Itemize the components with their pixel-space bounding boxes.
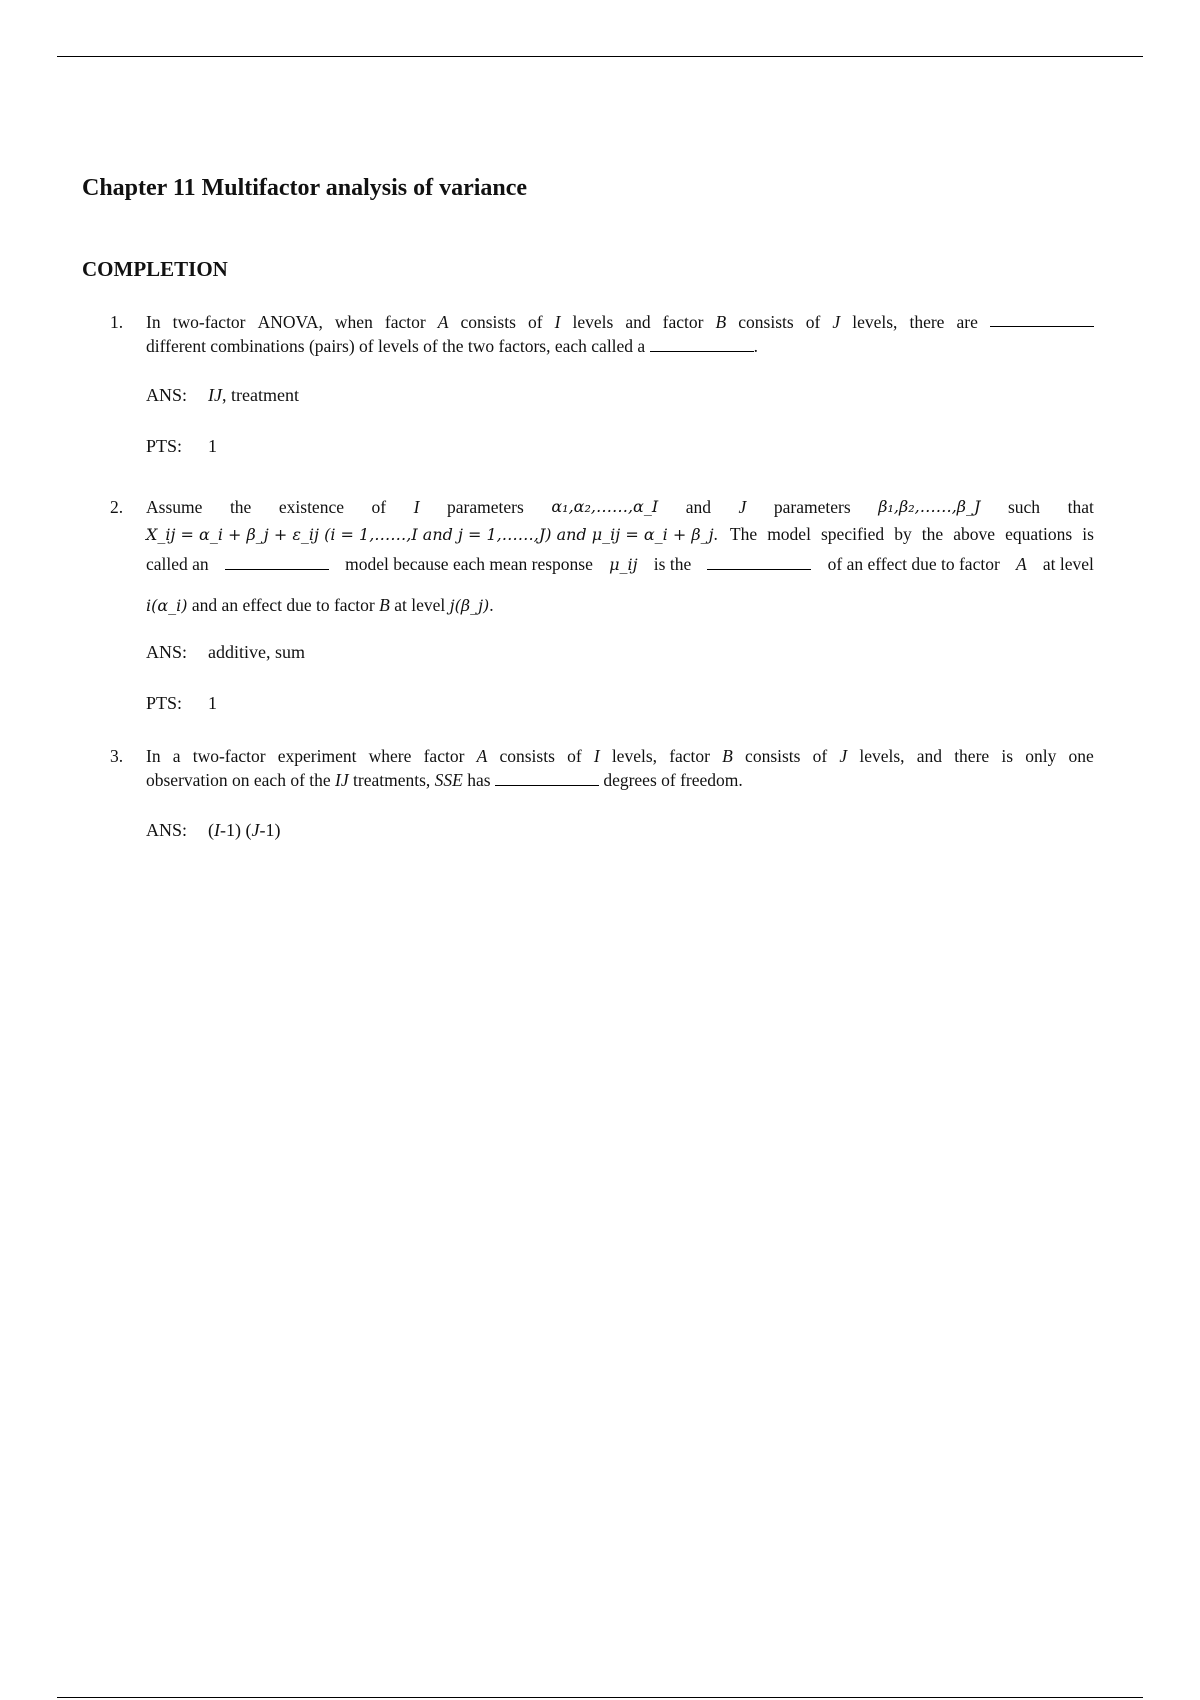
word: equations (1005, 524, 1073, 544)
points-value: 1 (208, 693, 217, 713)
word: levels (572, 312, 614, 332)
level-j-formula: j(β_j) (449, 596, 490, 615)
word: experiment (277, 746, 357, 766)
answer-text: ( (208, 820, 214, 840)
text: IJ (335, 770, 349, 790)
question-2-line-4 (146, 593, 494, 618)
question-2-line-2 (146, 522, 1094, 547)
ans-label: ANS: (146, 385, 188, 405)
word: parameters (447, 497, 524, 517)
text: model because each mean response (345, 554, 593, 574)
word: is (1001, 746, 1014, 766)
word: In (146, 312, 161, 332)
word: parameters (773, 497, 851, 517)
text: degrees of freedom. (603, 770, 743, 790)
word: a (172, 746, 181, 766)
mean-response-formula: μ_ij (609, 555, 638, 574)
chapter-title: Chapter 11 Multifactor analysis of variance (82, 175, 528, 201)
word: that (1067, 497, 1094, 517)
question-2-answer (146, 640, 305, 664)
question-1-line-1 (146, 310, 1094, 334)
answer-blank-3 (225, 553, 329, 570)
text: is the (653, 554, 692, 574)
word: ANOVA, (257, 312, 323, 332)
ans-label: ANS: (146, 820, 188, 840)
beta-parameters-formula: β₁,β₂,……,β_J (878, 497, 981, 516)
word: of (805, 312, 821, 332)
word: specified (821, 524, 885, 544)
answer-blank-4 (707, 553, 811, 570)
word: consists (460, 312, 516, 332)
word: and (916, 746, 943, 766)
word: and (685, 497, 711, 517)
text: called an (146, 554, 209, 574)
word: two-factor (192, 746, 266, 766)
question-2-line-1 (146, 495, 1094, 519)
text: at level (1042, 554, 1094, 574)
text: B (379, 595, 390, 615)
word: consists (738, 312, 794, 332)
word: levels, (611, 746, 658, 766)
question-1-answer (146, 383, 299, 407)
text: of an effect due to factor (827, 554, 1000, 574)
text: has (467, 770, 491, 790)
word: one (1068, 746, 1094, 766)
word: of (527, 312, 543, 332)
answer-text: I (214, 820, 220, 840)
question-3-answer (146, 818, 280, 842)
pts-label: PTS: (146, 693, 183, 713)
level-i-formula: i(α_i) (146, 596, 188, 615)
word: consists (745, 746, 801, 766)
text: A (1015, 554, 1027, 574)
answer-blank-1 (990, 310, 1094, 327)
word: factor (423, 746, 465, 766)
answer-text: IJ (208, 385, 222, 405)
text: treatments, (353, 770, 431, 790)
text: observation on each of the (146, 770, 331, 790)
text: . (489, 595, 494, 615)
model-equation-formula: X_ij = α_i + β_j + ε_ij (i = 1,……,I and j = 1,……,J) and μ_ij = α_i + β_j (146, 525, 714, 544)
word: B (722, 746, 733, 766)
word: where (368, 746, 412, 766)
answer-text: J (251, 820, 260, 840)
question-1-points (146, 434, 217, 458)
word: there (954, 746, 990, 766)
alpha-parameters-formula: α₁,α₂,……,α_I (551, 497, 659, 516)
word: the (921, 524, 944, 544)
word: factor (662, 312, 704, 332)
word: I (413, 497, 420, 517)
word: In (146, 746, 161, 766)
text: . (753, 336, 758, 356)
text: at level (394, 595, 446, 615)
word: when (334, 312, 373, 332)
answer-blank-5 (495, 769, 599, 786)
footer-rule (57, 1697, 1143, 1698)
word: J (832, 312, 841, 332)
text: and an effect due to factor (191, 595, 375, 615)
word: of (812, 746, 828, 766)
word: of (567, 746, 582, 766)
word: such (1007, 497, 1041, 517)
word: A (437, 312, 449, 332)
answer-text: -1) ( (220, 820, 252, 840)
word: and (625, 312, 651, 332)
question-1-number: 1. (110, 312, 124, 332)
text: . (713, 524, 718, 544)
word: factor (384, 312, 426, 332)
question-3-line-1 (146, 744, 1094, 768)
word: Assume (146, 497, 203, 517)
word: I (593, 746, 600, 766)
word: consists (499, 746, 555, 766)
word: there (909, 312, 945, 332)
pts-label: PTS: (146, 436, 183, 456)
header-rule (57, 56, 1143, 57)
word: existence (278, 497, 344, 517)
points-value: 1 (208, 436, 217, 456)
question-2-line-2-words (730, 522, 1094, 546)
text: SSE (434, 770, 463, 790)
answer-blank-2 (650, 335, 754, 352)
word: above (953, 524, 996, 544)
answer-text: , treatment (221, 385, 299, 405)
section-title: COMPLETION (82, 257, 228, 281)
word: J (738, 497, 747, 517)
word: The (729, 524, 758, 544)
word: factor (669, 746, 710, 766)
word: are (956, 312, 978, 332)
question-3-line-2 (146, 768, 743, 792)
word: levels, (859, 746, 905, 766)
question-1-line-2 (146, 334, 758, 358)
answer-text: -1) (259, 820, 281, 840)
word: by (894, 524, 912, 544)
word: levels, (852, 312, 898, 332)
word: is (1082, 524, 1094, 544)
text: different combinations (pairs) of levels of the two factors, each called a (146, 336, 646, 356)
word: J (839, 746, 848, 766)
question-2-line-3 (146, 552, 1094, 577)
word: model (767, 524, 811, 544)
word: two-factor (172, 312, 246, 332)
question-2-points (146, 691, 217, 715)
word: B (715, 312, 727, 332)
question-3-number: 3. (110, 746, 124, 766)
question-2-number: 2. (110, 497, 124, 517)
ans-label: ANS: (146, 642, 188, 662)
word: only (1025, 746, 1057, 766)
word: the (229, 497, 252, 517)
word: A (476, 746, 488, 766)
word: I (554, 312, 561, 332)
answer-text: additive, sum (208, 642, 305, 662)
word: of (371, 497, 387, 517)
